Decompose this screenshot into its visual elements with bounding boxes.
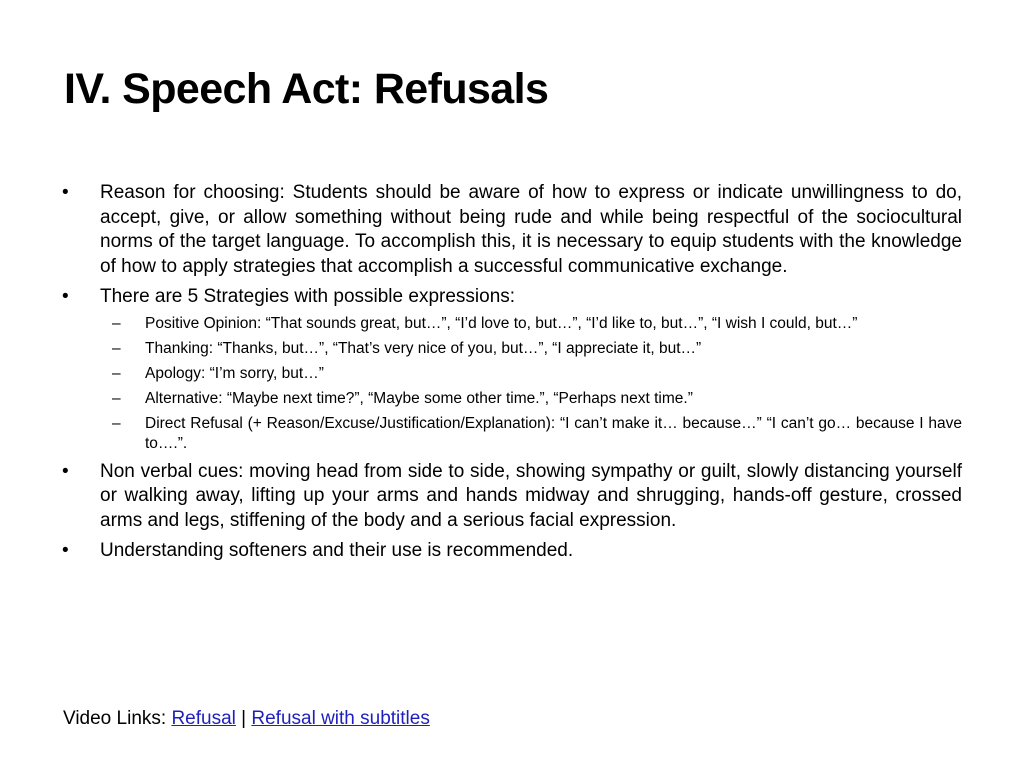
strategy-direct-refusal: – Direct Refusal (+ Reason/Excuse/Justification/Explanation): “I can’t make it… because…” “I can’t go… because I have to….”.	[100, 414, 962, 454]
slide-content	[62, 181, 962, 570]
bullet-softeners-text: Understanding softeners and their use is recommended.	[100, 540, 574, 561]
strategy-alternative: – Alternative: “Maybe next time?”, “Maybe some other time.”, “Perhaps next time.”	[100, 389, 962, 409]
strategy-apology: – Apology: “I’m sorry, but…”	[100, 364, 962, 384]
video-links	[63, 707, 430, 731]
bullet-strategies	[62, 285, 962, 454]
strategy-thanking: – Thanking: “Thanks, but…”, “That’s very nice of you, but…”, “I appreciate it, but…”	[100, 339, 962, 359]
bullet-reason-text: Reason for choosing: Students should be aware of how to express or indicate unwillingness to do, accept, give, or allow something without being rude and while being respectful of the sociocultural norms of the target language. To accomplish this, it is necessary to equip students with the knowledge of how to apply strategies that accomplish a successful communicative exchange.	[100, 182, 962, 277]
refusal-with-subtitles-link[interactable]: Refusal with subtitles	[251, 708, 430, 729]
strategy-list	[100, 314, 962, 454]
refusal-link[interactable]: Refusal	[171, 708, 236, 729]
link-separator: |	[235, 708, 252, 729]
bullet-nonverbal	[62, 460, 962, 534]
strategy-positive-opinion: – Positive Opinion: “That sounds great, but…”, “I’d love to, but…”, “I’d like to, but…”, “I wish I could, but…”	[100, 314, 962, 334]
bullet-strategies-text: There are 5 Strategies with possible expressions:	[100, 286, 516, 307]
bullet-softeners	[62, 539, 962, 564]
bullet-reason	[62, 181, 962, 279]
slide-title: IV. Speech Act: Refusals	[64, 65, 549, 113]
video-links-label: Video Links:	[63, 708, 172, 729]
bullet-nonverbal-text: Non verbal cues: moving head from side to side, showing sympathy or guilt, slowly distancing yourself or walking away, lifting up your arms and hands midway and shrugging, hands-off gesture, crossed arms and legs, stiffening of the body and a serious facial expression.	[100, 460, 962, 531]
bullet-list	[62, 181, 962, 564]
